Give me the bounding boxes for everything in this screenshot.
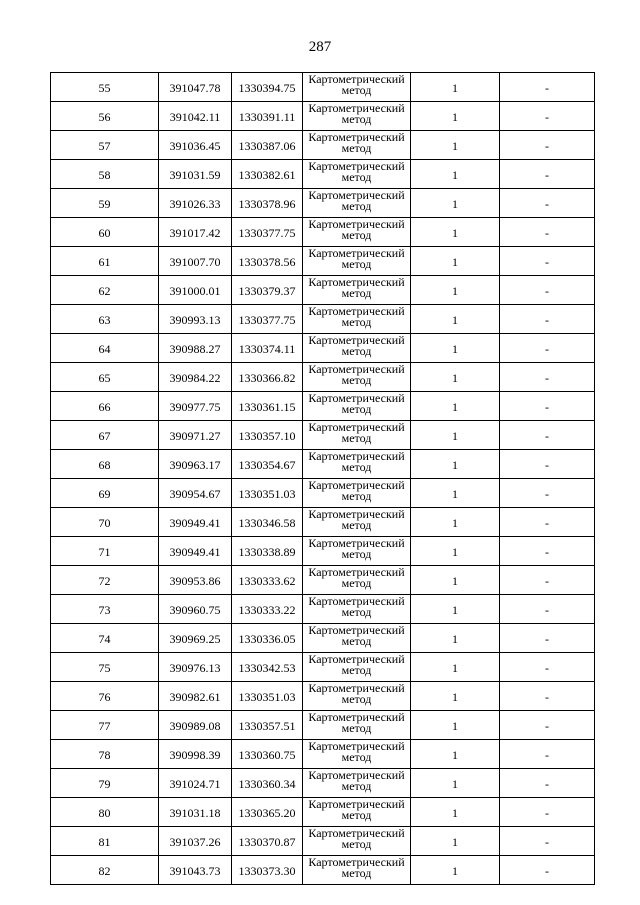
table-row (51, 566, 595, 595)
method-label-line1: Картометрический (308, 246, 405, 260)
method-label-line2: метод (341, 837, 372, 851)
y-coordinate-cell: 1330346.58 (232, 508, 303, 537)
method-label-line2: метод (341, 373, 372, 387)
method-label-line1: Картометрический (308, 478, 405, 492)
y-coordinate-cell: 1330357.51 (232, 711, 303, 740)
method-label-line1: Картометрический (308, 710, 405, 724)
accuracy-cell: 1 (411, 653, 500, 682)
method-label-line2: метод (341, 460, 372, 474)
point-number-cell: 78 (51, 740, 159, 769)
note-cell: - (500, 711, 595, 740)
x-coordinate-cell: 390953.86 (159, 566, 232, 595)
table-row (51, 827, 595, 856)
x-coordinate-cell: 390977.75 (159, 392, 232, 421)
note-cell: - (500, 537, 595, 566)
method-cell (303, 740, 411, 769)
accuracy-cell: 1 (411, 769, 500, 798)
note-cell: - (500, 682, 595, 711)
method-cell (303, 450, 411, 479)
method-cell (303, 682, 411, 711)
method-label-line2: метод (341, 431, 372, 445)
y-coordinate-cell: 1330379.37 (232, 276, 303, 305)
method-cell (303, 711, 411, 740)
method-label-line2: метод (341, 721, 372, 735)
method-cell (303, 218, 411, 247)
method-label-line2: метод (341, 634, 372, 648)
accuracy-cell: 1 (411, 566, 500, 595)
note-cell: - (500, 276, 595, 305)
method-label-line2: метод (341, 402, 372, 416)
method-label-line2: метод (341, 286, 372, 300)
y-coordinate-cell: 1330382.61 (232, 160, 303, 189)
x-coordinate-cell: 391031.18 (159, 798, 232, 827)
x-coordinate-cell: 390969.25 (159, 624, 232, 653)
table-row (51, 363, 595, 392)
x-coordinate-cell: 391047.78 (159, 73, 232, 102)
table-row (51, 479, 595, 508)
accuracy-cell: 1 (411, 682, 500, 711)
point-number-cell: 64 (51, 334, 159, 363)
method-cell (303, 305, 411, 334)
table-row (51, 856, 595, 885)
x-coordinate-cell: 391026.33 (159, 189, 232, 218)
x-coordinate-cell: 390949.41 (159, 537, 232, 566)
table-row (51, 595, 595, 624)
method-label-line2: метод (341, 750, 372, 764)
accuracy-cell: 1 (411, 595, 500, 624)
accuracy-cell: 1 (411, 624, 500, 653)
point-number-cell: 65 (51, 363, 159, 392)
x-coordinate-cell: 390989.08 (159, 711, 232, 740)
y-coordinate-cell: 1330373.30 (232, 856, 303, 885)
accuracy-cell: 1 (411, 450, 500, 479)
accuracy-cell: 1 (411, 479, 500, 508)
method-label-line2: метод (341, 170, 372, 184)
page-number: 287 (308, 39, 332, 55)
method-label-line1: Картометрический (308, 536, 405, 550)
method-label-line1: Картометрический (308, 855, 405, 869)
method-cell (303, 276, 411, 305)
accuracy-cell: 1 (411, 189, 500, 218)
accuracy-cell: 1 (411, 363, 500, 392)
coordinates-table-body (51, 73, 595, 885)
note-cell: - (500, 73, 595, 102)
method-label-line1: Картометрический (308, 101, 405, 115)
x-coordinate-cell: 390988.27 (159, 334, 232, 363)
method-label-line1: Картометрический (308, 159, 405, 173)
y-coordinate-cell: 1330391.11 (232, 102, 303, 131)
y-coordinate-cell: 1330387.06 (232, 131, 303, 160)
y-coordinate-cell: 1330378.96 (232, 189, 303, 218)
table-row (51, 740, 595, 769)
accuracy-cell: 1 (411, 131, 500, 160)
method-label-line2: метод (341, 605, 372, 619)
accuracy-cell: 1 (411, 798, 500, 827)
note-cell: - (500, 218, 595, 247)
y-coordinate-cell: 1330357.10 (232, 421, 303, 450)
method-label-line2: метод (341, 228, 372, 242)
point-number-cell: 79 (51, 769, 159, 798)
y-coordinate-cell: 1330361.15 (232, 392, 303, 421)
accuracy-cell: 1 (411, 160, 500, 189)
table-row (51, 73, 595, 102)
method-label-line1: Картометрический (308, 420, 405, 434)
method-label-line2: метод (341, 663, 372, 677)
accuracy-cell: 1 (411, 276, 500, 305)
point-number-cell: 81 (51, 827, 159, 856)
note-cell: - (500, 363, 595, 392)
accuracy-cell: 1 (411, 305, 500, 334)
method-cell (303, 856, 411, 885)
method-label-line1: Картометрический (308, 449, 405, 463)
table-row (51, 160, 595, 189)
method-cell (303, 73, 411, 102)
method-label-line2: метод (341, 518, 372, 532)
method-cell (303, 595, 411, 624)
method-cell (303, 769, 411, 798)
point-number-cell: 57 (51, 131, 159, 160)
point-number-cell: 77 (51, 711, 159, 740)
y-coordinate-cell: 1330333.22 (232, 595, 303, 624)
note-cell: - (500, 595, 595, 624)
accuracy-cell: 1 (411, 711, 500, 740)
point-number-cell: 62 (51, 276, 159, 305)
method-cell (303, 131, 411, 160)
x-coordinate-cell: 391000.01 (159, 276, 232, 305)
method-label-line1: Картометрический (308, 797, 405, 811)
method-label-line2: метод (341, 779, 372, 793)
note-cell: - (500, 392, 595, 421)
method-cell (303, 421, 411, 450)
point-number-cell: 61 (51, 247, 159, 276)
note-cell: - (500, 856, 595, 885)
x-coordinate-cell: 390998.39 (159, 740, 232, 769)
y-coordinate-cell: 1330394.75 (232, 73, 303, 102)
method-cell (303, 537, 411, 566)
note-cell: - (500, 160, 595, 189)
point-number-cell: 71 (51, 537, 159, 566)
x-coordinate-cell: 390976.13 (159, 653, 232, 682)
method-label-line1: Картометрический (308, 768, 405, 782)
point-number-cell: 68 (51, 450, 159, 479)
note-cell: - (500, 450, 595, 479)
point-number-cell: 70 (51, 508, 159, 537)
coordinates-table (50, 72, 595, 885)
accuracy-cell: 1 (411, 73, 500, 102)
table-row (51, 189, 595, 218)
method-label-line2: метод (341, 344, 372, 358)
note-cell: - (500, 769, 595, 798)
x-coordinate-cell: 391037.26 (159, 827, 232, 856)
y-coordinate-cell: 1330377.75 (232, 305, 303, 334)
table-row (51, 508, 595, 537)
table-row (51, 711, 595, 740)
y-coordinate-cell: 1330342.53 (232, 653, 303, 682)
table-row (51, 102, 595, 131)
note-cell: - (500, 740, 595, 769)
note-cell: - (500, 653, 595, 682)
method-cell (303, 247, 411, 276)
table-row (51, 624, 595, 653)
method-label-line1: Картометрический (308, 739, 405, 753)
method-cell (303, 392, 411, 421)
method-label-line2: метод (341, 141, 372, 155)
note-cell: - (500, 508, 595, 537)
point-number-cell: 55 (51, 73, 159, 102)
y-coordinate-cell: 1330360.34 (232, 769, 303, 798)
method-cell (303, 624, 411, 653)
accuracy-cell: 1 (411, 102, 500, 131)
method-label-line2: метод (341, 257, 372, 271)
note-cell: - (500, 102, 595, 131)
method-cell (303, 508, 411, 537)
point-number-cell: 56 (51, 102, 159, 131)
y-coordinate-cell: 1330374.11 (232, 334, 303, 363)
x-coordinate-cell: 390984.22 (159, 363, 232, 392)
table-row (51, 769, 595, 798)
note-cell: - (500, 624, 595, 653)
x-coordinate-cell: 391017.42 (159, 218, 232, 247)
note-cell: - (500, 479, 595, 508)
method-label-line1: Картометрический (308, 565, 405, 579)
x-coordinate-cell: 390949.41 (159, 508, 232, 537)
accuracy-cell: 1 (411, 827, 500, 856)
x-coordinate-cell: 391031.59 (159, 160, 232, 189)
method-label-line2: метод (341, 576, 372, 590)
point-number-cell: 72 (51, 566, 159, 595)
method-label-line2: метод (341, 199, 372, 213)
accuracy-cell: 1 (411, 856, 500, 885)
y-coordinate-cell: 1330360.75 (232, 740, 303, 769)
table-row (51, 276, 595, 305)
x-coordinate-cell: 390971.27 (159, 421, 232, 450)
note-cell: - (500, 131, 595, 160)
method-label-line1: Картометрический (308, 826, 405, 840)
method-label-line1: Картометрический (308, 304, 405, 318)
method-cell (303, 334, 411, 363)
table-row (51, 421, 595, 450)
note-cell: - (500, 827, 595, 856)
accuracy-cell: 1 (411, 334, 500, 363)
method-label-line1: Картометрический (308, 681, 405, 695)
method-label-line1: Картометрический (308, 188, 405, 202)
accuracy-cell: 1 (411, 421, 500, 450)
method-label-line1: Картометрический (308, 275, 405, 289)
point-number-cell: 69 (51, 479, 159, 508)
table-row (51, 798, 595, 827)
note-cell: - (500, 247, 595, 276)
table-row (51, 247, 595, 276)
note-cell: - (500, 421, 595, 450)
y-coordinate-cell: 1330336.05 (232, 624, 303, 653)
method-label-line2: метод (341, 866, 372, 880)
point-number-cell: 66 (51, 392, 159, 421)
x-coordinate-cell: 391036.45 (159, 131, 232, 160)
point-number-cell: 82 (51, 856, 159, 885)
point-number-cell: 76 (51, 682, 159, 711)
method-label-line2: метод (341, 808, 372, 822)
method-label-line2: метод (341, 112, 372, 126)
method-label-line1: Картометрический (308, 391, 405, 405)
table-row (51, 305, 595, 334)
accuracy-cell: 1 (411, 392, 500, 421)
y-coordinate-cell: 1330366.82 (232, 363, 303, 392)
x-coordinate-cell: 390960.75 (159, 595, 232, 624)
x-coordinate-cell: 390993.13 (159, 305, 232, 334)
method-label-line1: Картометрический (308, 72, 405, 86)
method-label-line1: Картометрический (308, 594, 405, 608)
y-coordinate-cell: 1330377.75 (232, 218, 303, 247)
method-label-line2: метод (341, 547, 372, 561)
accuracy-cell: 1 (411, 508, 500, 537)
method-cell (303, 102, 411, 131)
method-label-line1: Картометрический (308, 507, 405, 521)
table-row (51, 653, 595, 682)
table-row (51, 218, 595, 247)
accuracy-cell: 1 (411, 218, 500, 247)
method-label-line1: Картометрический (308, 130, 405, 144)
table-row (51, 450, 595, 479)
point-number-cell: 74 (51, 624, 159, 653)
method-label-line2: метод (341, 83, 372, 97)
point-number-cell: 67 (51, 421, 159, 450)
method-cell (303, 653, 411, 682)
y-coordinate-cell: 1330370.87 (232, 827, 303, 856)
note-cell: - (500, 798, 595, 827)
x-coordinate-cell: 390982.61 (159, 682, 232, 711)
note-cell: - (500, 305, 595, 334)
accuracy-cell: 1 (411, 537, 500, 566)
method-cell (303, 189, 411, 218)
x-coordinate-cell: 390954.67 (159, 479, 232, 508)
method-cell (303, 160, 411, 189)
method-cell (303, 479, 411, 508)
accuracy-cell: 1 (411, 247, 500, 276)
y-coordinate-cell: 1330354.67 (232, 450, 303, 479)
y-coordinate-cell: 1330338.89 (232, 537, 303, 566)
method-label-line1: Картометрический (308, 333, 405, 347)
y-coordinate-cell: 1330333.62 (232, 566, 303, 595)
x-coordinate-cell: 390963.17 (159, 450, 232, 479)
method-label-line1: Картометрический (308, 362, 405, 376)
method-label-line2: метод (341, 489, 372, 503)
y-coordinate-cell: 1330378.56 (232, 247, 303, 276)
point-number-cell: 59 (51, 189, 159, 218)
method-label-line1: Картометрический (308, 652, 405, 666)
method-label-line1: Картометрический (308, 623, 405, 637)
method-cell (303, 363, 411, 392)
method-cell (303, 798, 411, 827)
x-coordinate-cell: 391042.11 (159, 102, 232, 131)
method-cell (303, 827, 411, 856)
table-row (51, 392, 595, 421)
x-coordinate-cell: 391024.71 (159, 769, 232, 798)
table-row (51, 131, 595, 160)
table-row (51, 537, 595, 566)
point-number-cell: 63 (51, 305, 159, 334)
x-coordinate-cell: 391007.70 (159, 247, 232, 276)
table-row (51, 682, 595, 711)
point-number-cell: 60 (51, 218, 159, 247)
point-number-cell: 73 (51, 595, 159, 624)
note-cell: - (500, 566, 595, 595)
accuracy-cell: 1 (411, 740, 500, 769)
note-cell: - (500, 189, 595, 218)
note-cell: - (500, 334, 595, 363)
point-number-cell: 58 (51, 160, 159, 189)
method-label-line2: метод (341, 315, 372, 329)
method-label-line2: метод (341, 692, 372, 706)
y-coordinate-cell: 1330365.20 (232, 798, 303, 827)
point-number-cell: 80 (51, 798, 159, 827)
table-row (51, 334, 595, 363)
method-cell (303, 566, 411, 595)
x-coordinate-cell: 391043.73 (159, 856, 232, 885)
y-coordinate-cell: 1330351.03 (232, 682, 303, 711)
method-label-line1: Картометрический (308, 217, 405, 231)
point-number-cell: 75 (51, 653, 159, 682)
y-coordinate-cell: 1330351.03 (232, 479, 303, 508)
